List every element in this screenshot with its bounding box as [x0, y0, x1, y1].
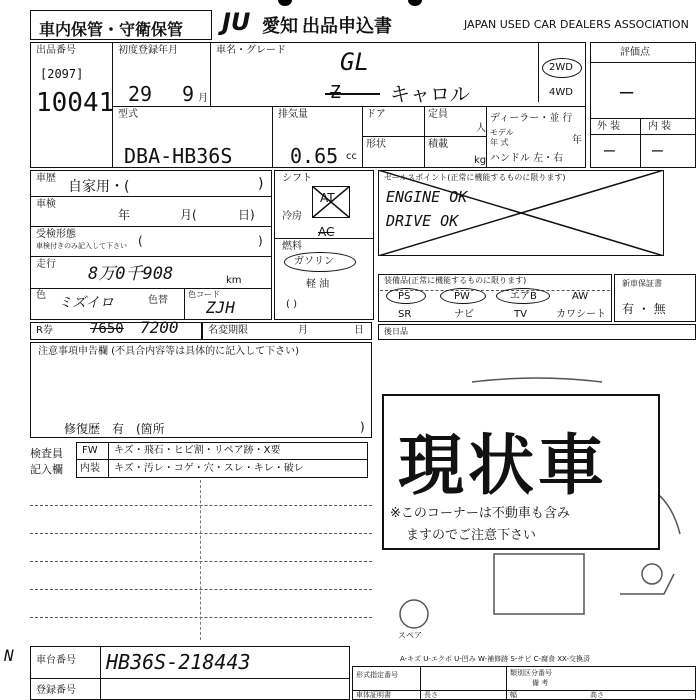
mileage-value: 8万0千908	[88, 264, 174, 284]
repair-place: (箇所	[136, 422, 165, 436]
handle-label: ハンドル 左・右	[490, 153, 564, 164]
current-condition-stamp	[382, 394, 660, 550]
exterior-value: —	[604, 140, 615, 161]
checker-int-items: キズ・汚レ・コゲ・穴・スレ・キレ・破レ	[114, 463, 304, 474]
year-unit: 年	[572, 135, 582, 146]
equip-tv: TV	[514, 309, 527, 320]
registration-month: 9	[182, 82, 195, 106]
warranty-label: 新車保証書	[622, 279, 662, 288]
model-struck-text: Z	[330, 82, 341, 103]
door-label: ドア	[366, 109, 386, 120]
checker-fw-label: FW	[82, 445, 98, 456]
spec-width: 幅	[510, 691, 517, 699]
association-name: JAPAN USED CAR DEALERS ASSOCIATION	[464, 18, 689, 31]
lot-label: 出品番号	[36, 45, 76, 56]
exterior-label: 外 装	[597, 121, 621, 132]
displacement-value: 0.65	[290, 144, 339, 168]
r-ticket-label: R券	[36, 325, 53, 336]
repair-history-label: 修復歴	[64, 422, 101, 436]
stamp-text: 現状車	[398, 426, 608, 504]
receipt-note: 車検付きのみ記入して下さい	[36, 242, 127, 250]
margin-mark: N	[4, 646, 14, 665]
after-item-label: 後日品	[384, 327, 408, 336]
ju-logo: JU	[222, 8, 251, 36]
mileage-label: 走行	[36, 259, 56, 270]
checker-label-1: 検査員	[30, 447, 63, 460]
selling-points-title: セールスポイント(正常に機能するものに限ります)	[384, 173, 566, 182]
repair-history-value: 有	[112, 422, 125, 436]
inspection-label: 車検	[36, 199, 56, 210]
spare-label: スペア	[398, 631, 422, 640]
drive-2wd: 2WD	[549, 62, 573, 73]
stamp-note-1: ※このコーナーは不動車も含み	[390, 506, 570, 521]
checker-label-2: 記入欄	[30, 463, 63, 476]
title-change-month: 月	[298, 325, 308, 336]
usage-close: )	[258, 176, 264, 192]
shift-at: AT	[320, 191, 335, 205]
strike-line	[325, 93, 380, 95]
fuel-gasoline: ガソリン	[294, 256, 334, 267]
equip-pw: PW	[454, 291, 470, 302]
equip-airbag: エアB	[510, 291, 537, 302]
spec-label-1: 形式指定番号	[356, 671, 398, 679]
checker-int-label: 内装	[80, 463, 100, 474]
color-value: ミズイロ	[58, 295, 114, 311]
capacity-unit: 人	[476, 123, 486, 134]
equipment-title: 装備品(正常に機能するものに限ります)	[384, 276, 527, 285]
lot-number: 10041	[36, 88, 115, 118]
damage-legend: A-キズ U-エクボ U-凹み W-補修跡 S-サビ C-腐食 XX-交換済	[400, 655, 590, 663]
year-label: 年 式	[490, 138, 509, 147]
model-grade: GL	[340, 48, 369, 76]
usage-value: 自家用・(	[68, 179, 130, 195]
load-label: 積載	[428, 139, 448, 150]
color-code: ZJH	[206, 298, 235, 317]
score-value: —	[620, 80, 634, 105]
reg-number-label: 登録番号	[36, 685, 76, 696]
interior-label: 内 装	[648, 121, 672, 132]
cooler-label: 冷房	[282, 211, 302, 222]
title-change-day: 日	[354, 325, 364, 336]
registration-year: 29	[128, 82, 153, 106]
shift-label: シフト	[282, 173, 312, 184]
equip-ps: PS	[398, 291, 411, 302]
type-value: DBA-HB36S	[124, 144, 233, 168]
displacement-label: 排気量	[278, 109, 308, 120]
storage-label: 車内保管・守衛保管	[39, 20, 184, 39]
inspection-day: 日)	[238, 208, 255, 222]
spec-note: 備 考	[532, 679, 549, 687]
usage-label: 車歴	[36, 173, 56, 184]
drive-4wd: 4WD	[549, 87, 573, 98]
fuel-light-oil: 軽 油	[306, 279, 330, 290]
registration-label: 初度登録年月	[118, 45, 178, 56]
registration-month-unit: 月	[198, 93, 208, 104]
equip-seat: カワシート	[556, 309, 606, 320]
fuel-label: 燃料	[282, 241, 302, 252]
form-title: 出品申込書	[302, 16, 392, 37]
punch-hole-left	[278, 0, 292, 6]
lot-bracket-number: [2097]	[40, 67, 84, 81]
color-change-label: 色替	[148, 295, 168, 306]
after-item-box	[378, 324, 696, 340]
spec-cert: 車体証明書	[356, 691, 391, 699]
receipt-open: (	[138, 234, 143, 248]
selling-point-2: DRIVE OK	[386, 212, 459, 230]
type-label: 型式	[118, 109, 138, 120]
model-name: キャロル	[390, 82, 470, 106]
inspection-month: 月(	[180, 208, 197, 222]
load-unit: kg	[474, 155, 487, 166]
punch-hole-right	[408, 0, 422, 6]
receipt-close: )	[258, 234, 263, 248]
interior-value: —	[652, 140, 663, 161]
r-ticket-struck: 7650	[90, 321, 124, 337]
capacity-label: 定員	[428, 109, 448, 120]
warranty-value: 有 ・ 無	[622, 302, 666, 316]
equip-sr: SR	[398, 309, 412, 320]
dealer-label: ディーラー・並 行	[490, 113, 573, 124]
checker-fw-items: キズ・飛石・ヒビ割・リペア跡・X要	[114, 445, 281, 456]
color-code-label: 色コード	[188, 290, 220, 299]
spec-length: 長さ	[424, 691, 438, 699]
shift-ac: AC	[318, 225, 335, 239]
brand-name: 愛知	[262, 16, 298, 37]
model-year-label: モデル	[490, 128, 514, 137]
r-ticket-value: 7200	[140, 318, 179, 337]
spec-label-2: 類別区分番号	[510, 669, 552, 677]
frame-number-value: HB36S-218443	[106, 650, 251, 674]
shape-label: 形状	[366, 139, 386, 150]
equip-navi: ナビ	[454, 309, 474, 320]
equip-aw: AW	[572, 291, 589, 302]
mileage-unit: km	[226, 275, 242, 286]
repair-close: )	[360, 420, 365, 434]
stamp-note-2: ますのでご注意下さい	[406, 528, 537, 543]
frame-number-label: 車台番号	[36, 655, 76, 666]
receipt-label: 受検形態	[36, 229, 76, 240]
notes-label: 注意事項申告欄 (不具合内容等は具体的に記入して下さい)	[38, 346, 299, 357]
fuel-other: ( )	[286, 299, 297, 310]
spec-height: 高さ	[590, 691, 604, 699]
model-name-label: 車名・グレード	[216, 45, 286, 56]
title-change-label: 名変期限	[208, 325, 248, 336]
storage-box	[30, 10, 212, 40]
inspection-year: 年	[118, 208, 131, 222]
score-label: 評価点	[620, 47, 650, 58]
displacement-unit: cc	[346, 151, 357, 162]
color-label: 色	[36, 290, 46, 301]
selling-point-1: ENGINE OK	[386, 188, 468, 206]
